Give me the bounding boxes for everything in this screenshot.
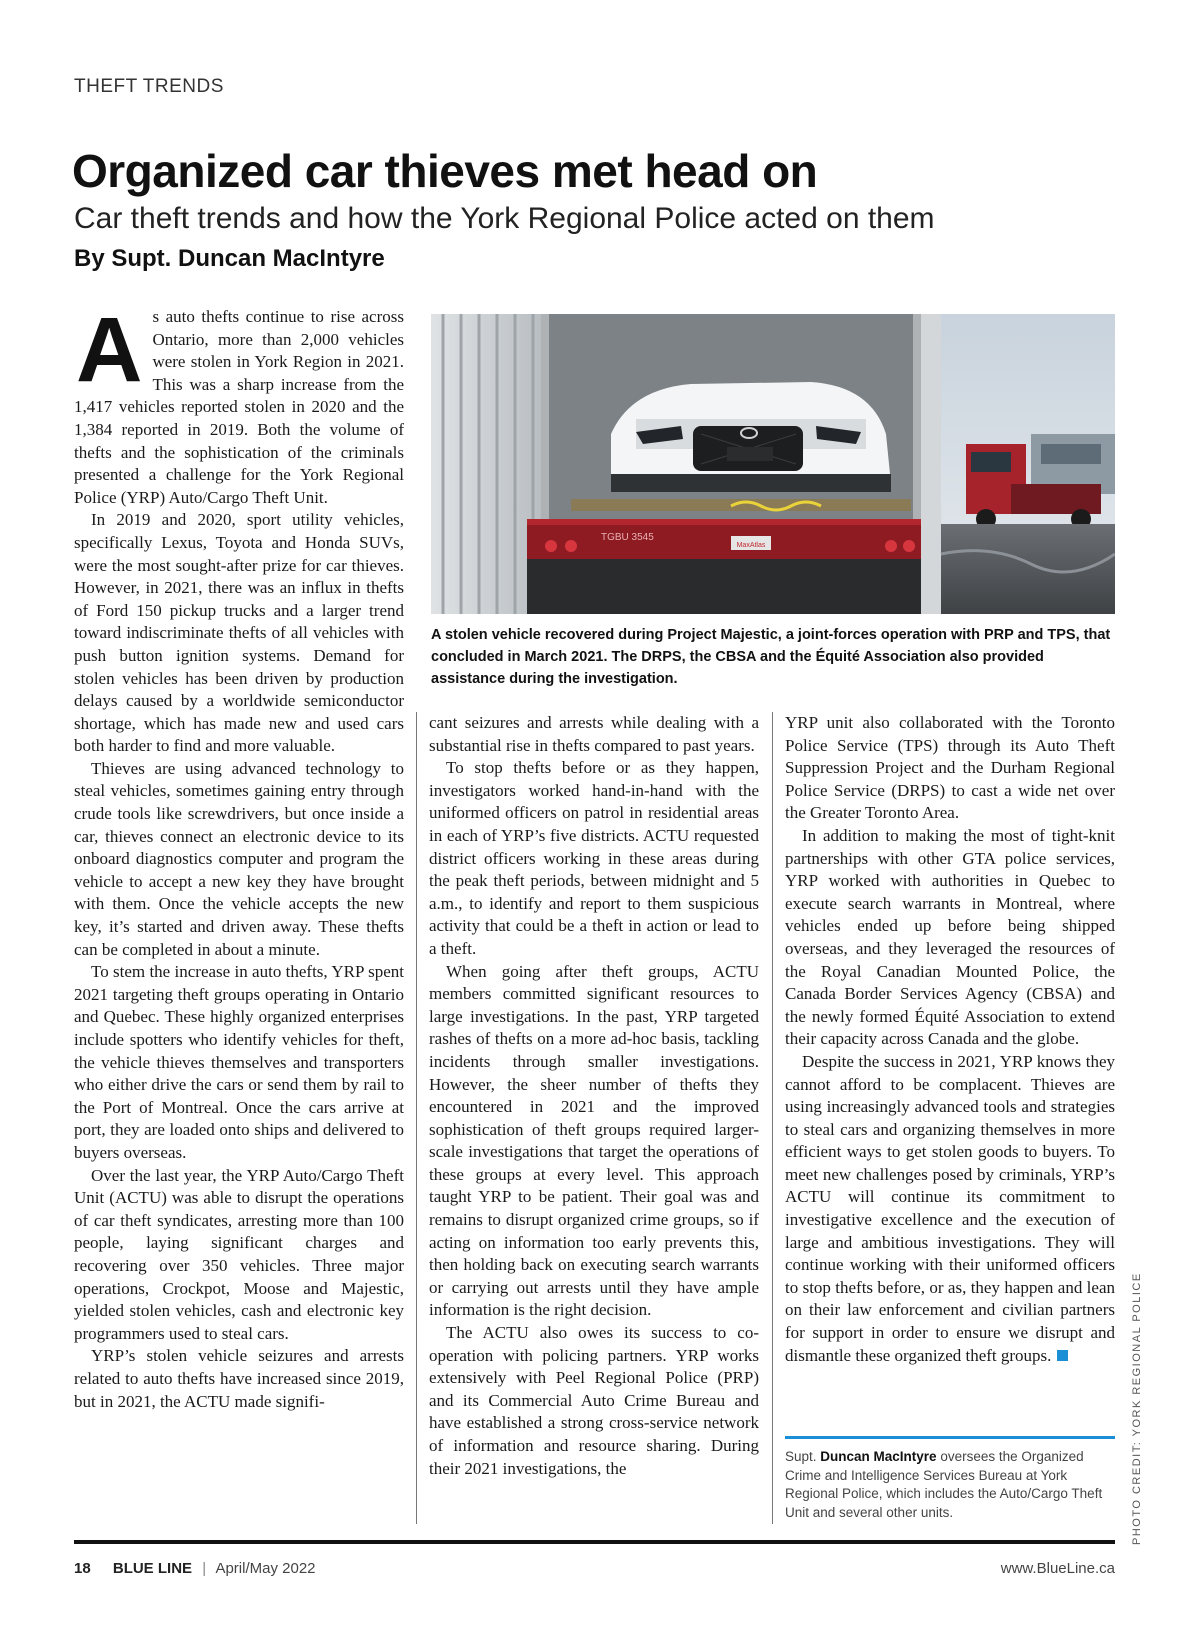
paragraph: Over the last year, the YRP Auto/Cargo Theft Unit (ACTU) was able to disrupt the operations of car theft syndicates, arresting more than 100 people, laying significant charges and recovering over 350 vehicles. Three major operations, Crockpot, Moose and Majestic, yielded stolen vehicles, cash and electronic key programmers used to steal cars. [74, 1165, 404, 1343]
article-column-2 [429, 712, 759, 1524]
column-divider [416, 712, 417, 1524]
drop-cap: A [76, 306, 143, 401]
paragraph: YRP unit also collaborated with the Toronto Police Service (TPS) through its Auto Theft Suppression Project and the Durham Regional Police Service (DRPS) to cast a wide net over the Greater Toronto Area. [785, 713, 1115, 823]
footer-rule [74, 1540, 1115, 1544]
article-column-1 [74, 306, 404, 1526]
bio-divider [785, 1436, 1115, 1439]
bio-prefix: Supt. [785, 1449, 821, 1464]
photo-caption: A stolen vehicle recovered during Project Majestic, a joint-forces operation with PRP and TPS, that concluded in March 2021. The DRPS, the CBSA and the Équité Association also provided assistance during the investigation. [431, 627, 1111, 687]
paragraph: YRP’s stolen vehicle seizures and arrests related to auto thefts have increased since 2019, but in 2021, the ACTU made signifi- [74, 1346, 404, 1411]
website-link[interactable]: www.BlueLine.ca [1000, 1560, 1115, 1577]
article-column-3 [785, 712, 1115, 1412]
deck-subtitle: Car theft trends and how the York Regional Police acted on them [74, 202, 935, 235]
issue-date: April/May 2022 [215, 1560, 316, 1577]
paragraph: cant seizures and arrests while dealing with a substantial rise in thefts compared to past years. [429, 713, 759, 755]
end-of-article-icon [1057, 1350, 1068, 1361]
magazine-name: BLUE LINE [112, 1560, 193, 1577]
bio-name: Duncan MacIntyre [820, 1449, 937, 1464]
page-number: 18 [74, 1560, 91, 1577]
paragraph-text: Despite the success in 2021, YRP knows they cannot afford to be complacent. Thieves are using increasingly advanced tools and strategies to steal cars and organizing themselves in more efficient ways to get stolen goods to buyers. To meet new challenges posed by criminals, YRP’s ACTU will continue its commitment to investigative excellence and the execution of large and ambitious investigations. They will continue working with their uniformed officers to stop thefts before, or as, they happen and lean on their law enforcement and civilian partners for support in order to ensure we disrupt and dismantle these organized theft groups. [785, 1051, 1115, 1365]
stolen-vehicle-photo [431, 314, 1115, 614]
footer-separator: | [202, 1560, 207, 1577]
byline: By Supt. Duncan MacIntyre [74, 245, 385, 272]
paragraph: To stop thefts before or as they happen, investigators worked hand-in-hand with the uniformed officers on patrol in residential areas in each of YRP’s five districts. ACTU requested district officers working in these areas during the peak theft periods, between midnight and 5 a.m., to identify and report to them suspicious activity that could be a theft in action or lead to a theft. [429, 758, 759, 958]
article-photo [431, 314, 1115, 614]
paragraph: Thieves are using advanced technology to steal vehicles, sometimes gaining entry through crude tools like screwdrivers, but once inside a car, thieves connect an electronic device to its onboard diagnostics computer and program the vehicle to accept a new key they have brought with them. Once the vehicle accepts the new key, it’s started and driven away. These thefts can be completed in about a minute. [74, 758, 404, 959]
paragraph: The ACTU also owes its success to co-operation with policing partners. YRP works extensively with Peel Regional Police (PRP) and its Commercial Auto Crime Bureau and have established a strong cross-service network of information and resource sharing. During their 2021 investigations, the [429, 1323, 759, 1478]
container-number-text: TGBU 3545 [601, 532, 654, 543]
paragraph: In 2019 and 2020, sport utility vehicles, specifically Lexus, Toyota and Honda SUVs, were the most sought-after prize for car thieves. However, in 2021, there was an influx in thefts of Ford 150 pickup trucks and a larger trend toward indiscriminate thefts of all vehicles with push button ignition systems. Demand for stolen vehicles has been driven by production delays caused by a worldwide semiconductor shortage, which has made new and used cars both harder to find and more valuable. [74, 510, 404, 756]
photo-credit: PHOTO CREDIT: YORK REGIONAL POLICE [1131, 1272, 1143, 1545]
paragraph: In addition to making the most of tight-knit partnerships with other GTA police services, YRP worked with authorities in Quebec to execute search warrants in Montreal, where vehicles ended up before being shipped overseas, and they leveraged the resources of the Royal Canadian Mounted Police, the Canada Border Services Agency (CBSA) and the newly formed Équité Association to extend their capacity across Canada and the globe. [785, 825, 1115, 1049]
mudflap-brand-text: MaxAtlas [736, 542, 766, 549]
column-divider [772, 712, 773, 1524]
author-bio [785, 1448, 1115, 1522]
paragraph: To stem the increase in auto thefts, YRP spent 2021 targeting theft groups operating in Ontario and Quebec. These highly organized enterprises include spotters who identify vehicles for theft, the vehicle thieves themselves and transporters who either drive the cars or send them by rail to the Port of Montreal. Once the cars arrive at port, they are loaded onto ships and delivered to buyers overseas. [74, 962, 404, 1162]
paragraph [785, 1051, 1115, 1367]
bio-text: oversees the Organized Crime and Intelligence Services Bureau at York Regional Police, which includes the Auto/Cargo Theft Unit and several other units. [785, 1449, 1103, 1520]
paragraph: s auto thefts continue to rise across Ontario, more than 2,000 vehicles were stolen in York Region in 2021. This was a sharp increase from the 1,417 vehicles reported stolen in 2020 and the 1,384 reported in 2019. Both the volume of thefts and the sophistication of the criminals presented a challenge for the York Regional Police (YRP) Auto/Cargo Theft Unit. [74, 307, 404, 507]
paragraph: When going after theft groups, ACTU members committed significant resources to large investigations. In the past, YRP targeted rashes of thefts on a more ad-hoc basis, tackling incidents through smaller investigations. However, the sheer number of thefts they encountered in 2021 and the improved sophistication of theft groups required larger-scale investigations that target the operations of these groups at every level. This approach taught YRP to be patient. Their goal was and remains to disrupt organized crime groups, so if acting on information too early prevents this, then holding back on executing search warrants or carrying out arrests until they have ample information is the right decision. [429, 961, 759, 1320]
headline: Organized car thieves met head on [72, 145, 818, 197]
page-footer [74, 1560, 1115, 1577]
section-label: THEFT TRENDS [74, 76, 224, 97]
